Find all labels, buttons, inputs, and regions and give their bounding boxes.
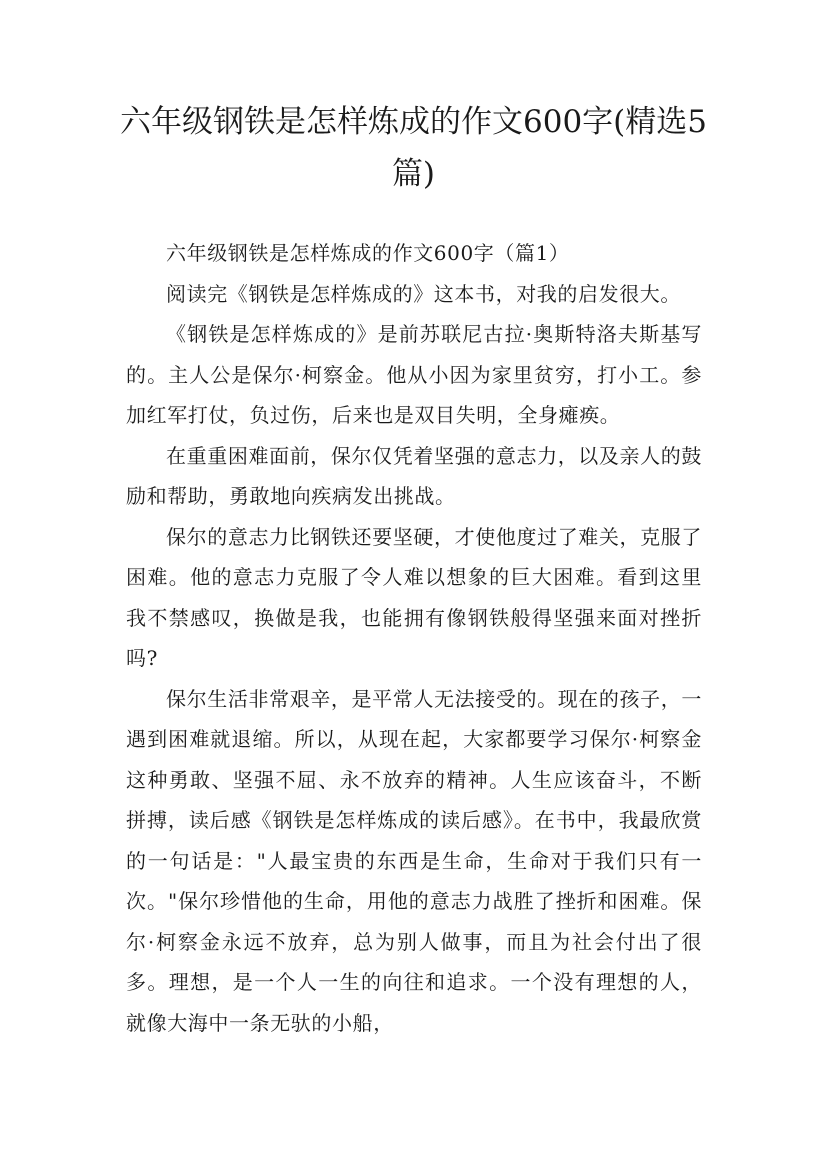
paragraph: 阅读完《钢铁是怎样炼成的》这本书，对我的启发很大。 [166, 281, 681, 306]
paragraph: 《钢铁是怎样炼成的》是前苏联尼古拉·奥斯特洛夫斯基写的。主人公是保尔·柯察金。他从小因为家里贫穷，打小工。参加红军打仗，负过伤，后来也是双目失明，全身瘫痪。 [126, 322, 702, 427]
paragraph: 在重重困难面前，保尔仅凭着坚强的意志力，以及亲人的鼓励和帮助，勇敢地向疾病发出挑战。 [126, 443, 702, 508]
paragraph: 保尔生活非常艰辛，是平常人无法接受的。现在的孩子，一遇到困难就退缩。所以，从现在起，大家都要学习保尔·柯察金这种勇敢、坚强不屈、永不放弃的精神。人生应该奋斗，不断拼搏，读后感《钢铁是怎样炼成的读后感》。在书中，我最欣赏的一句话是："人最宝贵的东西是生命，生命对于我们只有一次。"保尔珍惜他的生命，用他的意志力战胜了挫折和困难。保尔·柯察金永远不放弃，总为别人做事，而且为社会付出了很多。理想，是一个人一生的向往和追求。一个没有理想的人，就像大海中一条无驮的小船， [126, 686, 702, 1035]
section-heading: 六年级钢铁是怎样炼成的作文600字（篇1） [166, 241, 570, 265]
paragraph: 保尔的意志力比钢铁还要坚硬，才使他度过了难关，克服了困难。他的意志力克服了令人难以想象的巨大困难。看到这里我不禁感叹，换做是我，也能拥有像钢铁般得坚强来面对挫折吗? [126, 524, 702, 670]
document-title: 六年级钢铁是怎样炼成的作文600字(精选5篇) [120, 104, 707, 192]
document-body [126, 233, 702, 1043]
